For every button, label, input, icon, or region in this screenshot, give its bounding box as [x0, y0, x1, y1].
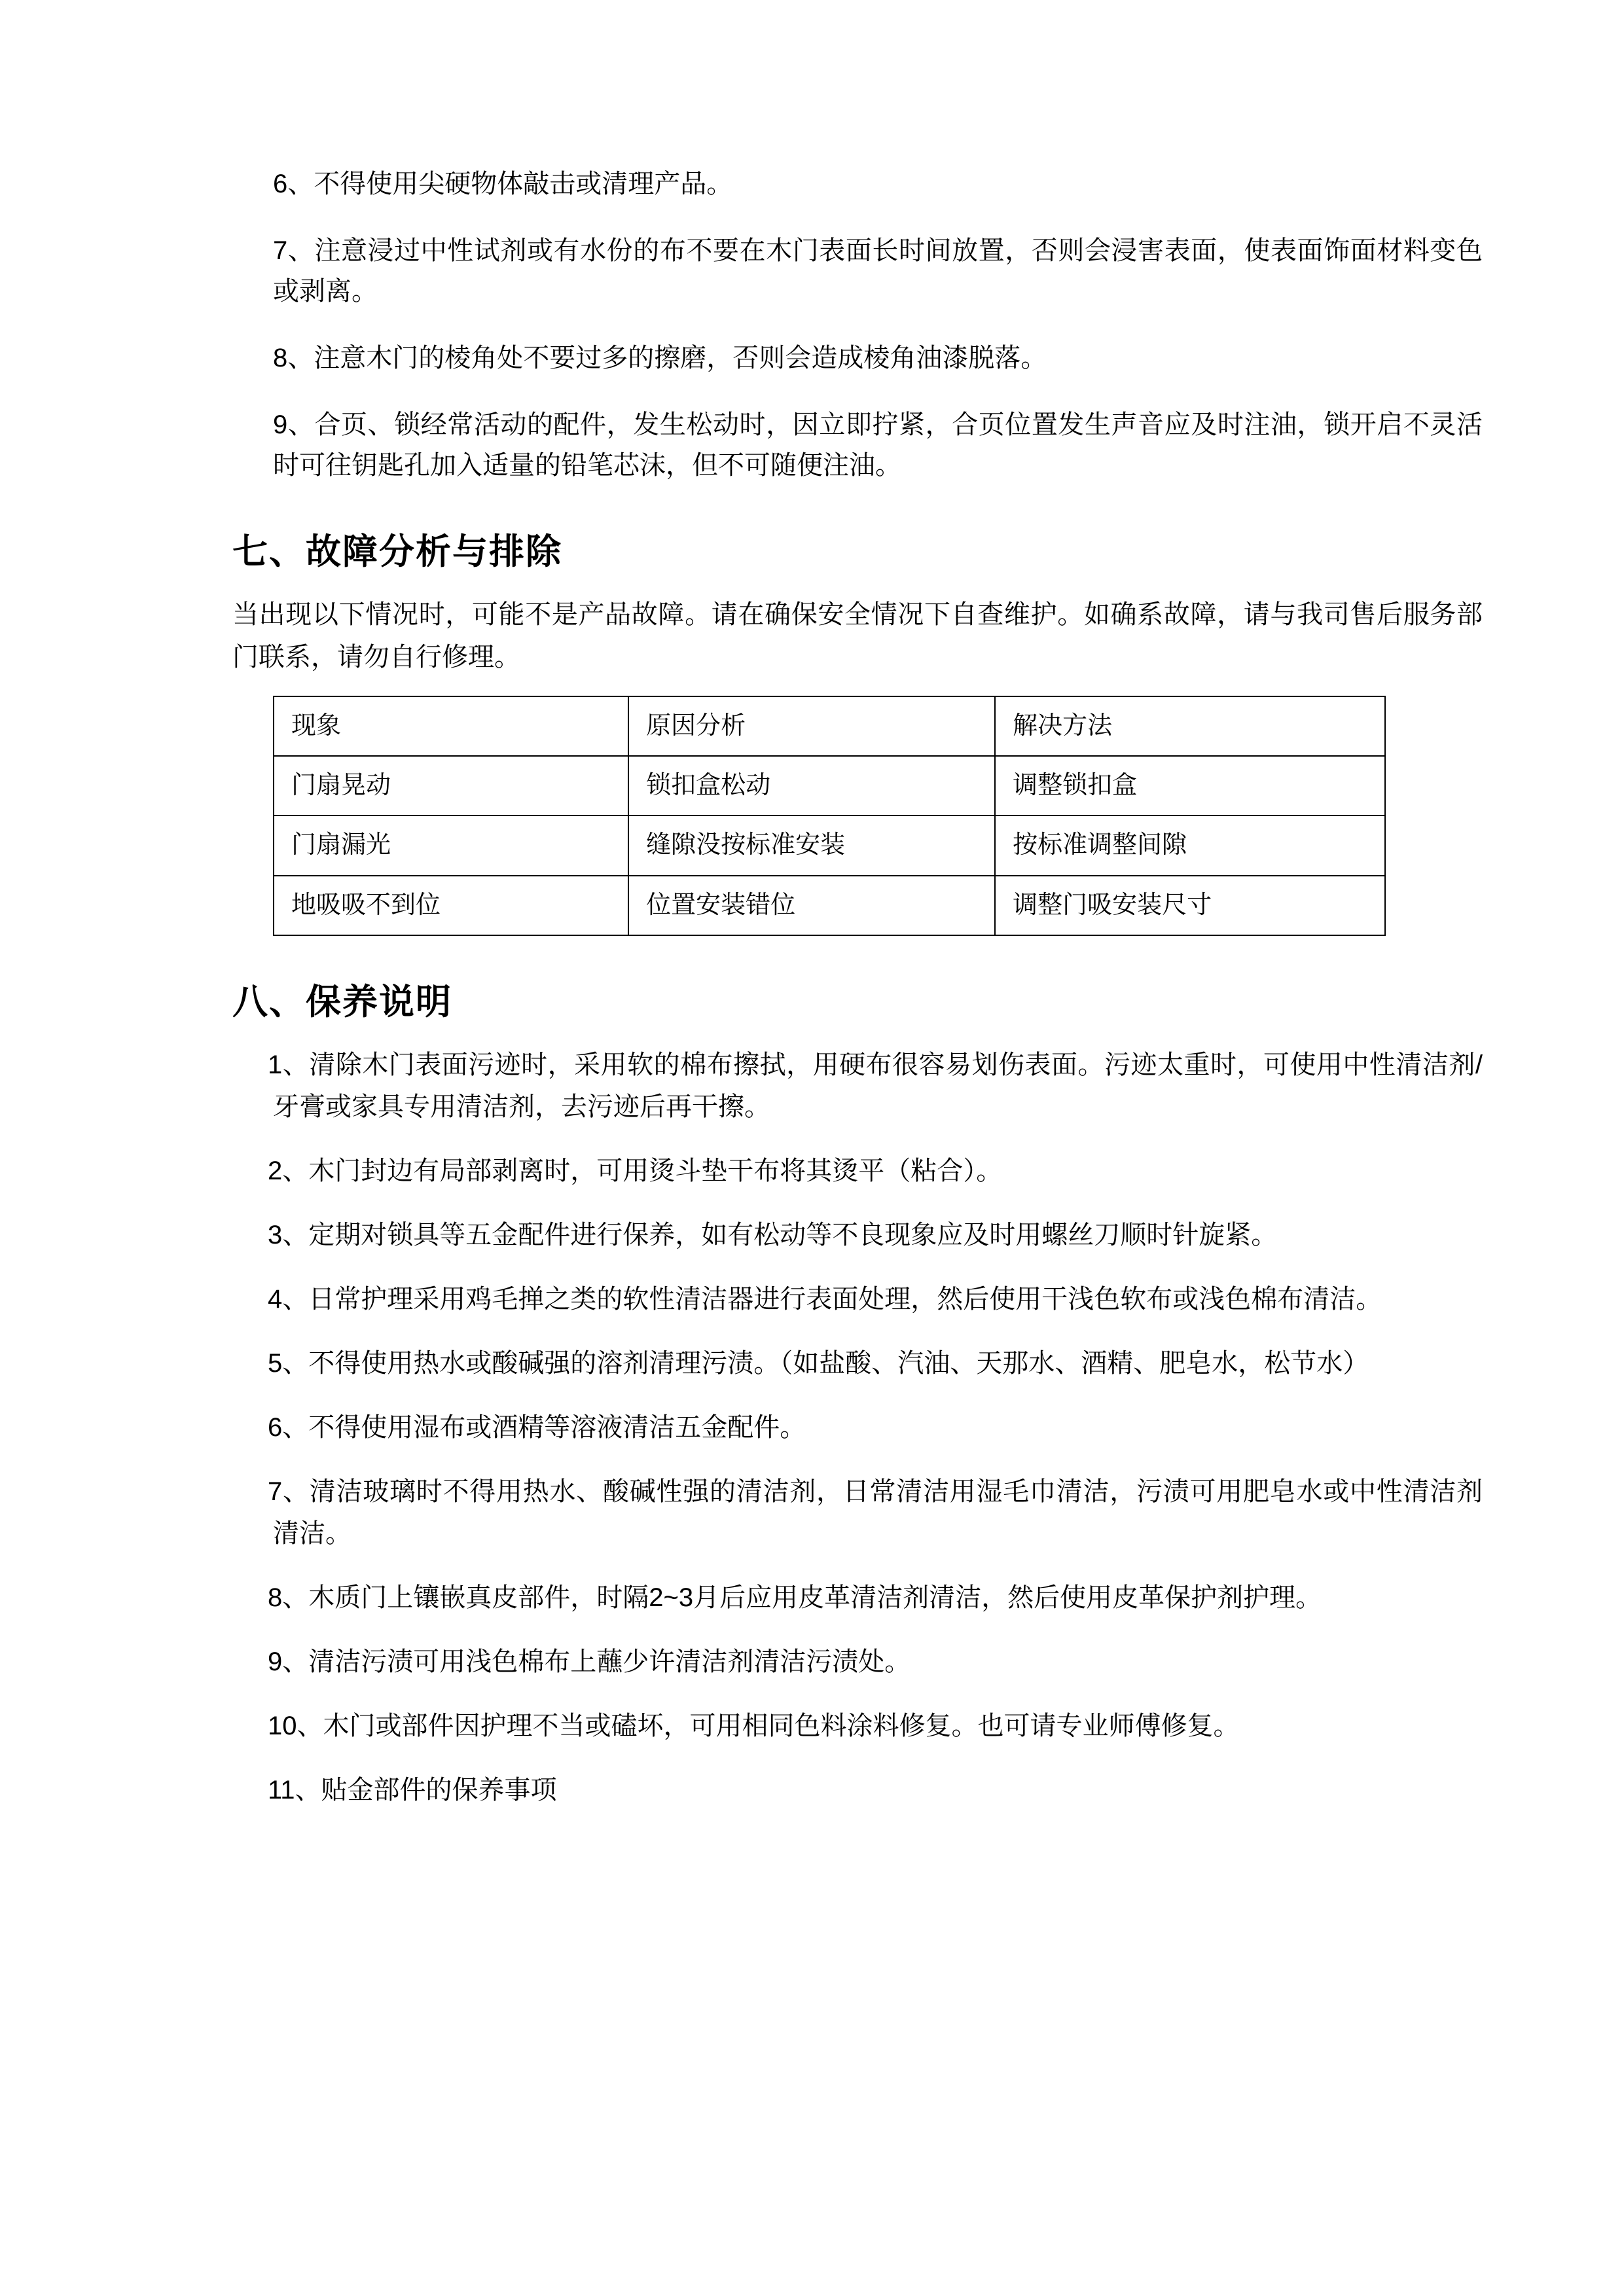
list-item-text: 不得使用尖硬物体敲击或清理产品。 [314, 170, 733, 198]
table-header-row [274, 696, 1385, 756]
table-cell: 地吸吸不到位 [274, 876, 628, 935]
table-cell: 门扇漏光 [274, 816, 628, 875]
list-item-text: 清除木门表面污迹时，采用软的棉布擦拭，用硬布很容易划伤表面。污迹太重时，可使用中性清洁剂/牙膏或家具专用清洁剂，去污迹后再干擦。 [273, 1050, 1483, 1122]
table-cell: 锁扣盒松动 [628, 756, 995, 816]
table-row [274, 756, 1385, 816]
document-body [232, 164, 1483, 1811]
section-heading-care-instructions: 八、保养说明 [232, 982, 452, 1022]
list-item-number: 6、 [273, 170, 314, 198]
list-item-text: 不得使用热水或酸碱强的溶剂清理污渍。（如盐酸、汽油、天那水、酒精、肥皂水，松节水） [308, 1349, 1369, 1378]
list-item-number: 5、 [268, 1349, 309, 1378]
list-item-text: 贴金部件的保养事项 [321, 1776, 557, 1805]
list-item [232, 1278, 1483, 1320]
list-item [232, 1407, 1483, 1448]
list-item [232, 1214, 1483, 1256]
list-item-number: 3、 [268, 1221, 309, 1250]
fault-analysis-intro: 当出现以下情况时，可能不是产品故障。请在确保安全情况下自查维护。如确系故障，请与我司售后服务部门联系，请勿自行修理。 [232, 600, 1483, 672]
table-cell: 缝隙没按标准安装 [628, 816, 995, 875]
list-item-text: 注意木门的棱角处不要过多的擦磨，否则会造成棱角油漆脱落。 [314, 344, 1047, 372]
list-item-number: 7、 [273, 236, 315, 265]
list-item-text: 木门封边有局部剥离时，可用烫斗垫干布将其烫平（粘合）。 [308, 1157, 1003, 1186]
table-row [274, 876, 1385, 935]
list-item-number: 4、 [268, 1285, 309, 1314]
list-item-text: 木质门上镶嵌真皮部件，时隔2~3月后应用皮革清洁剂清洁，然后使用皮革保护剂护理。 [308, 1583, 1322, 1613]
list-item [232, 338, 1483, 378]
list-item-text: 清洁污渍可用浅色棉布上蘸少许清洁剂清洁污渍处。 [308, 1647, 911, 1677]
list-item-number: 8、 [273, 344, 314, 372]
list-item [232, 1769, 1483, 1811]
table-cell: 门扇晃动 [274, 756, 628, 816]
list-item-number: 11、 [268, 1776, 321, 1805]
list-item-number: 2、 [268, 1157, 309, 1186]
table-header-cell: 现象 [274, 696, 628, 756]
list-item [232, 1471, 1483, 1554]
list-item-number: 1、 [268, 1050, 310, 1080]
table-cell: 调整门吸安装尺寸 [995, 876, 1385, 935]
table-header-cell: 原因分析 [628, 696, 995, 756]
list-item [232, 1150, 1483, 1192]
list-item [232, 1044, 1483, 1128]
list-item [232, 1342, 1483, 1384]
list-item-text: 日常护理采用鸡毛掸之类的软性清洁器进行表面处理，然后使用干浅色软布或浅色棉布清洁。 [308, 1285, 1382, 1314]
list-item-number: 9、 [268, 1647, 309, 1677]
list-item-text: 合页、锁经常活动的配件，发生松动时，因立即拧紧，合页位置发生声音应及时注油，锁开启不灵活时可往钥匙孔加入适量的铅笔芯沫，但不可随便注油。 [273, 410, 1483, 480]
list-item [232, 1577, 1483, 1619]
care-instructions-list [232, 1044, 1483, 1811]
list-item [232, 404, 1483, 486]
list-item [232, 230, 1483, 312]
list-item-number: 6、 [268, 1413, 309, 1443]
list-item [232, 1641, 1483, 1683]
list-item-text: 清洁玻璃时不得用热水、酸碱性强的清洁剂，日常清洁用湿毛巾清洁，污渍可用肥皂水或中性清洁剂清洁。 [273, 1477, 1483, 1549]
section-heading-fault-analysis: 七、故障分析与排除 [232, 532, 562, 571]
list-item [232, 1705, 1483, 1747]
list-item-text: 不得使用湿布或酒精等溶液清洁五金配件。 [308, 1413, 806, 1443]
list-item-number: 8、 [268, 1583, 309, 1613]
table-cell: 调整锁扣盒 [995, 756, 1385, 816]
fault-analysis-table [273, 696, 1386, 937]
list-item-text: 注意浸过中性试剂或有水份的布不要在木门表面长时间放置，否则会浸害表面，使表面饰面材料变色或剥离。 [273, 236, 1483, 306]
list-item [232, 164, 1483, 204]
table-header-cell: 解决方法 [995, 696, 1385, 756]
list-item-number: 10、 [268, 1712, 323, 1741]
table-cell: 按标准调整间隙 [995, 816, 1385, 875]
list-item-number: 9、 [273, 410, 315, 439]
list-item-text: 定期对锁具等五金配件进行保养，如有松动等不良现象应及时用螺丝刀顺时针旋紧。 [308, 1221, 1278, 1250]
list-item-number: 7、 [268, 1477, 310, 1507]
table-row [274, 816, 1385, 875]
list-item-text: 木门或部件因护理不当或磕坏，可用相同色料涂料修复。也可请专业师傅修复。 [323, 1712, 1240, 1741]
table-cell: 位置安装错位 [628, 876, 995, 935]
maintenance-notes-list [232, 164, 1483, 486]
